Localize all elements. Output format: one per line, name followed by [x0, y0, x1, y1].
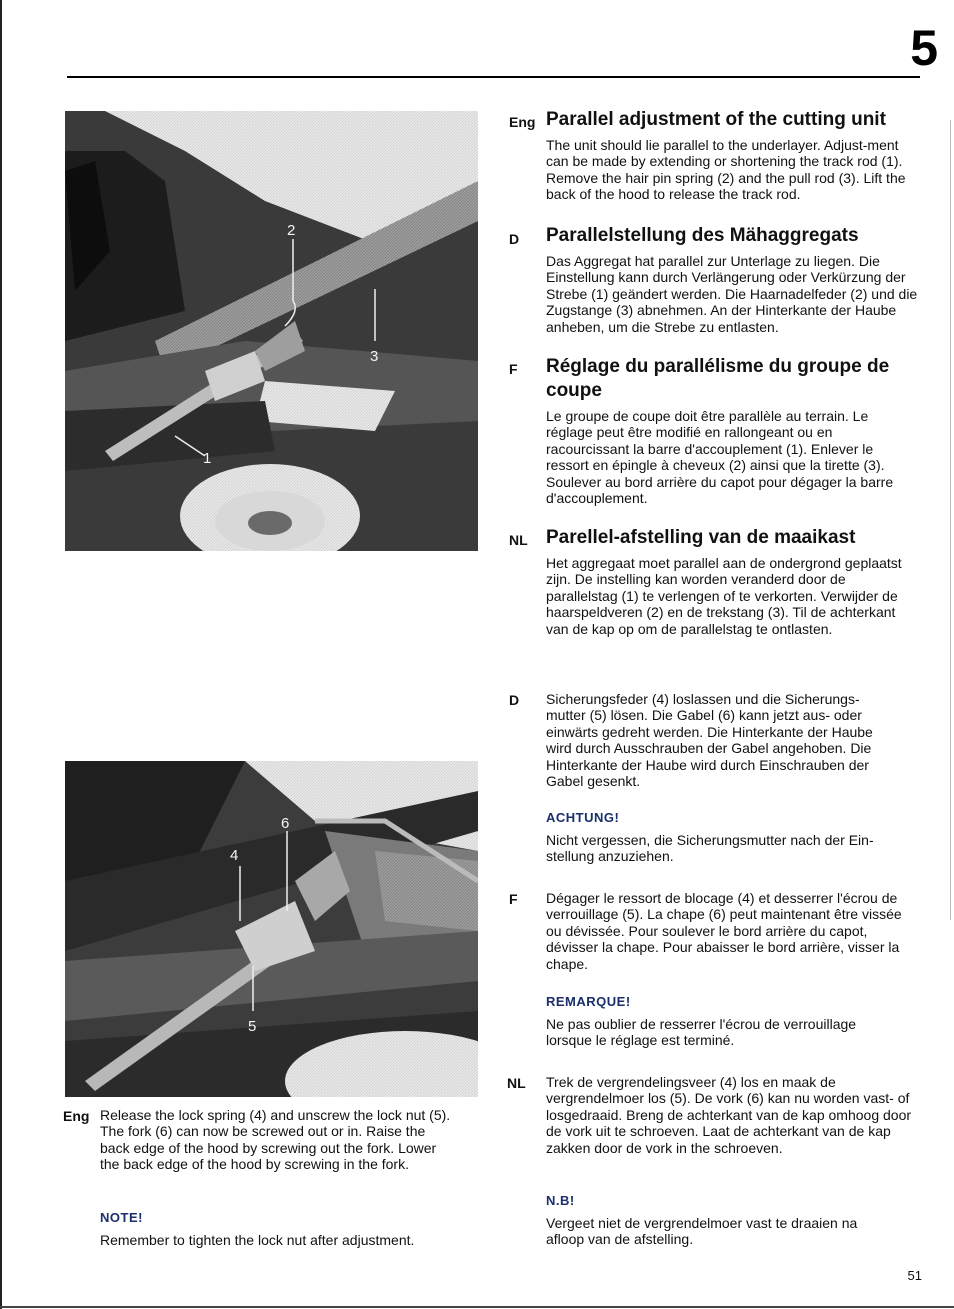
- body-fork-eng: Release the lock spring (4) and unscrew the lock nut (5). The fork (6) can now be screwed out or in. Raise the back edge of the hood by screwing out the fork. Lower the back edge of the hood by screwing in the fork.: [100, 1107, 451, 1173]
- lang-code-fork-nl: NL: [507, 1075, 526, 1091]
- warning-body-d: Nicht vergessen, die Sicherungsmutter nach der Ein-stellung anzuziehen.: [546, 832, 874, 865]
- lang-code-fork-f: F: [509, 891, 518, 907]
- figure-top-label-3: 3: [370, 348, 379, 365]
- body-parallel-nl: Het aggregaat moet parallel aan de ondergrond geplaatst zijn. De instelling kan worden veranderd door de parallelstag (1) te verlengen of te verkorten. Verwijder de haarspeldveren (2) en de trekstang (3). Til de achterkant van de kap op om de parallelstag te ontlasten.: [546, 555, 902, 637]
- figure-bottom-photo: [65, 761, 478, 1097]
- body-fork-nl: Trek de vergrendelingsveer (4) los en maak de vergrendelmoer los (5). De vork (6) kan nu worden vast- of losgedraaid. Breng de achterkant van de kap omhoog door de vork uit te schroeven. Laat de achterkant van de kap zakken door de vork in the schroeven.: [546, 1074, 912, 1156]
- figure-top-illustration: [65, 111, 478, 551]
- warning-body-nl: Vergeet niet de vergrendelmoer vast te draaien na afloop van de afstelling.: [546, 1215, 858, 1248]
- body-parallel-f: Le groupe de coupe doit être parallèle au terrain. Le réglage peut être modifié en rallongeant ou en racourcissant la barre d'accouplement (1). Enlever le ressort en épingle à cheveux (2) ainsi que la tirette (3). Soulever au bord arrière du capot pour dégager la barre d'accouplement.: [546, 408, 894, 507]
- body-fork-f: Dégager le ressort de blocage (4) et desserrer l'écrou de verrouillage (5). La chape (6) peut maintenant être vissée ou dévissée. Pour soulever le bord arrière du capot, dévisser la chape. Pour abaisser le bord arrière, visser la chape.: [546, 890, 902, 972]
- lang-code-fork-eng: Eng: [63, 1108, 90, 1124]
- heading-parallel-eng: Parallel adjustment of the cutting unit: [546, 109, 886, 130]
- warning-body-f: Ne pas oublier de resserrer l'écrou de verrouillage lorsque le réglage est terminé.: [546, 1016, 857, 1049]
- figure-bottom-label-6: 6: [281, 815, 290, 832]
- figure-top-photo: [65, 111, 478, 551]
- header-rule: [67, 76, 920, 78]
- heading-parallel-d: Parallelstellung des Mähaggregats: [546, 225, 859, 246]
- warning-title-eng: NOTE!: [100, 1210, 143, 1225]
- warning-title-nl: N.B!: [546, 1193, 575, 1208]
- warning-body-eng: Remember to tighten the lock nut after adjustment.: [100, 1232, 415, 1248]
- figure-top-label-2: 2: [287, 222, 296, 239]
- figure-bottom-label-4: 4: [230, 847, 239, 864]
- heading-parallel-f: Réglage du parallélisme du groupe de coupe: [546, 356, 890, 401]
- warning-title-d: ACHTUNG!: [546, 810, 620, 825]
- lang-code-f: F: [509, 361, 518, 377]
- lang-code-d: D: [509, 231, 520, 247]
- lang-code-fork-d: D: [509, 692, 520, 708]
- body-fork-d: Sicherungsfeder (4) loslassen und die Sicherungs-mutter (5) lösen. Die Gabel (6) kann jetzt aus- oder einwärts gedreht werden. Die Hinterkante der Haube wird durch Ausschrauben der Gabel angehoben. Die Hinterkante der Haube wird durch Einschrauben der Gabel gesenkt.: [546, 691, 873, 790]
- warning-title-f: REMARQUE!: [546, 994, 631, 1009]
- page-edge-right: [950, 120, 951, 920]
- heading-parallel-nl: Parellel-afstelling van de maaikast: [546, 527, 856, 548]
- figure-bottom-label-5: 5: [248, 1018, 257, 1035]
- body-parallel-d: Das Aggregat hat parallel zur Unterlage zu liegen. Die Einstellung kann durch Verlängerung oder Verkürzung der Strebe (1) geändert werden. Die Haarnadelfeder (2) und die Zugstange (3) abnehmen. An der Hinterkante der Haube anheben, um die Strebe zu entlasten.: [546, 253, 918, 335]
- chapter-number: 5: [910, 20, 938, 76]
- figure-bottom-illustration: [65, 761, 478, 1097]
- body-parallel-eng: The unit should lie parallel to the underlayer. Adjust-ment can be made by extending or shortening the track rod (1). Remove the hair pin spring (2) and the pull rod (3). Lift the back of the hood to release the track rod.: [546, 137, 906, 203]
- page-edge-bottom: [0, 1306, 954, 1308]
- page-number: 51: [907, 1268, 922, 1283]
- lang-code-eng: Eng: [509, 114, 536, 130]
- figure-top-label-1: 1: [203, 450, 212, 467]
- page-edge-left: [0, 0, 2, 1309]
- lang-code-nl: NL: [509, 532, 528, 548]
